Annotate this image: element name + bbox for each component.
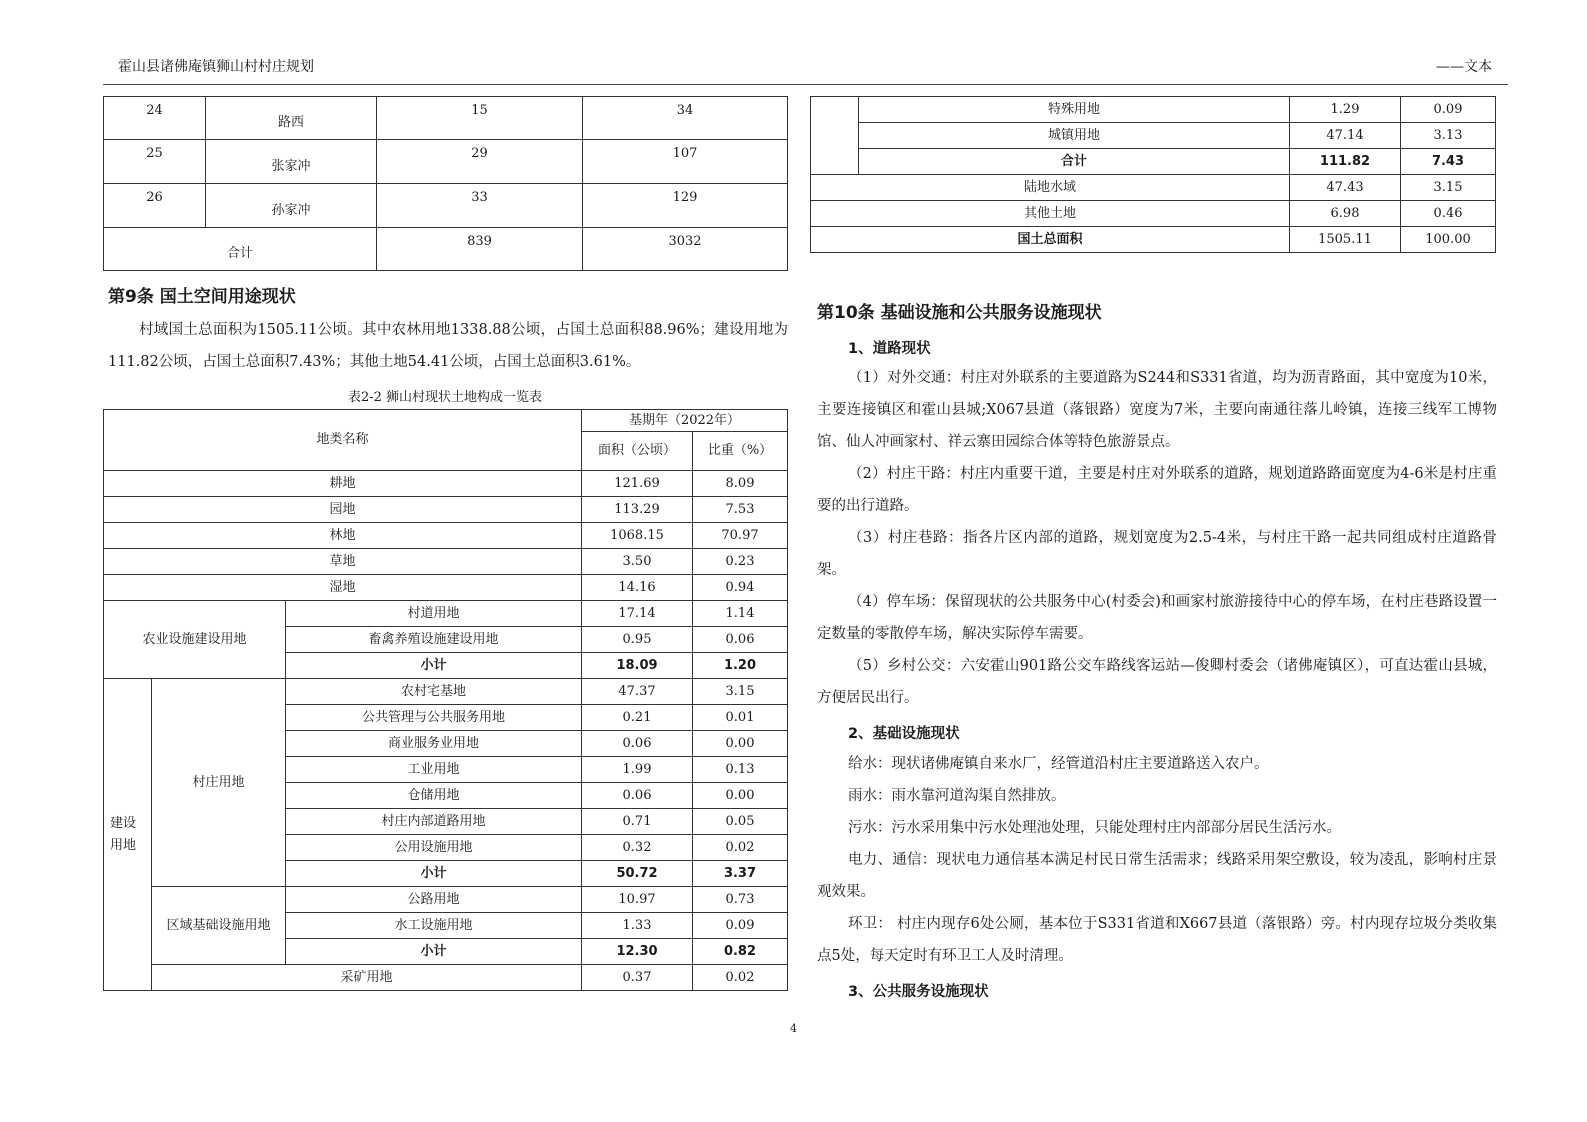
row-ratio: 70.97 (693, 523, 788, 549)
para-main-roads: （2）村庄干路：村庄内重要干道，主要是村庄对外联系的道路，规划道路路面宽度为4-6米是村庄重要的出行道路。 (817, 466, 1497, 514)
subtotal-ratio: 0.82 (693, 939, 788, 965)
head-category: 地类名称 (104, 410, 582, 471)
para-sewage: 污水：污水采用集中污水处理池处理，只能处理村庄内部部分居民生活污水。 (848, 820, 1341, 836)
row-name: 商业服务业用地 (286, 731, 582, 757)
row-ratio: 0.23 (693, 549, 788, 575)
row-name: 农村宅基地 (286, 679, 582, 705)
row-ratio: 3.15 (693, 679, 788, 705)
land-use-table-continued (810, 96, 1496, 253)
row-name: 公用设施用地 (286, 835, 582, 861)
row-area: 0.06 (582, 783, 693, 809)
table-cell: 张家冲 (206, 140, 377, 184)
row-ratio: 7.53 (693, 497, 788, 523)
para-water-supply: 给水：现状诸佛庵镇自来水厂，经管道沿村庄主要道路送入农户。 (848, 756, 1269, 772)
row-ratio: 0.06 (693, 627, 788, 653)
header-rule (103, 84, 1508, 85)
row-name: 湿地 (104, 575, 582, 601)
row-name: 工业用地 (286, 757, 582, 783)
table-cell: 34 (583, 97, 788, 140)
row-name: 采矿用地 (152, 965, 582, 991)
subheading-infrastructure: 2、基础设施现状 (848, 726, 960, 742)
subtotal-area: 18.09 (582, 653, 693, 679)
row-area: 0.71 (582, 809, 693, 835)
row-area: 113.29 (582, 497, 693, 523)
row-name: 特殊用地 (859, 97, 1290, 123)
row-ratio: 0.05 (693, 809, 788, 835)
subtotal-name: 小计 (286, 939, 582, 965)
row-name: 草地 (104, 549, 582, 575)
table-cell: 24 (104, 97, 206, 140)
table-cell: 15 (377, 97, 583, 140)
grand-total-area: 1505.11 (1290, 227, 1401, 253)
subtotal-area: 12.30 (582, 939, 693, 965)
subtotal-name: 小计 (286, 861, 582, 887)
table-cell: 129 (583, 184, 788, 228)
table-cell: 3032 (583, 228, 788, 271)
row-name: 耕地 (104, 471, 582, 497)
row-name: 陆地水域 (811, 175, 1290, 201)
group-build-label: 建设用地 (110, 815, 137, 853)
para-bus: （5）乡村公交：六安霍山901路公交车路线客运站—俊卿村委会（诸佛庵镇区），可直达霍山县城，方便居民出行。 (817, 658, 1497, 706)
row-area: 17.14 (582, 601, 693, 627)
village-population-table (103, 96, 788, 271)
para-sanitation: 环卫： 村庄内现存6处公厕，基本位于S331省道和X667县道（落银路）旁。村内现存垃圾分类收集点5处，每天定时有环卫工人及时清理。 (817, 916, 1497, 964)
head-ratio: 比重（%） (693, 432, 788, 471)
row-area: 0.32 (582, 835, 693, 861)
table-total-label: 合计 (104, 228, 377, 271)
subtotal-ratio: 3.37 (693, 861, 788, 887)
group-agri: 农业设施建设用地 (104, 601, 286, 679)
para-lanes: （3）村庄巷路：指各片区内部的道路，规划宽度为2.5-4米，与村庄干路一起共同组成村庄道路骨架。 (817, 530, 1497, 578)
row-ratio: 0.73 (693, 887, 788, 913)
group-village: 村庄用地 (152, 679, 286, 887)
row-ratio: 0.02 (693, 835, 788, 861)
para-rainwater: 雨水：雨水靠河道沟渠自然排放。 (848, 788, 1066, 804)
table-cell: 839 (377, 228, 583, 271)
table-cell: 29 (377, 140, 583, 184)
row-area: 10.97 (582, 887, 693, 913)
row-name: 村庄内部道路用地 (286, 809, 582, 835)
row-ratio: 0.00 (693, 783, 788, 809)
row-name: 畜禽养殖设施建设用地 (286, 627, 582, 653)
row-name: 其他土地 (811, 201, 1290, 227)
row-name: 公共管理与公共服务用地 (286, 705, 582, 731)
row-area: 121.69 (582, 471, 693, 497)
row-area: 47.14 (1290, 123, 1401, 149)
table-cell: 25 (104, 140, 206, 184)
row-area: 1.99 (582, 757, 693, 783)
row-name: 林地 (104, 523, 582, 549)
table-cell: 107 (583, 140, 788, 184)
row-area: 1.33 (582, 913, 693, 939)
row-area: 0.95 (582, 627, 693, 653)
table-cell: 路西 (206, 97, 377, 140)
row-name: 水工设施用地 (286, 913, 582, 939)
land-use-table (103, 409, 788, 991)
header-title: 霍山县诸佛庵镇狮山村村庄规划 (118, 59, 314, 75)
section-9-paragraph: 村域国土总面积为1505.11公顷。其中农林用地1338.88公顷，占国土总面积88.96%；建设用地为111.82公顷，占国土总面积7.43%；其他土地54.41公顷，占国土总面积3.61%。 (108, 322, 788, 370)
table-cell: 33 (377, 184, 583, 228)
header-right: ——文本 (1436, 59, 1492, 75)
row-name: 城镇用地 (859, 123, 1290, 149)
row-area: 6.98 (1290, 201, 1401, 227)
continued-group-cell (811, 97, 859, 175)
row-ratio: 0.46 (1401, 201, 1496, 227)
para-power: 电力、通信：现状电力通信基本满足村民日常生活需求；线路采用架空敷设，较为凌乱，影响村庄景观效果。 (817, 852, 1497, 900)
row-area: 47.37 (582, 679, 693, 705)
subheading-roads: 1、道路现状 (848, 341, 931, 357)
row-area: 0.37 (582, 965, 693, 991)
row-ratio: 0.09 (693, 913, 788, 939)
total-name: 合计 (859, 149, 1290, 175)
para-parking: （4）停车场：保留现状的公共服务中心(村委会)和画家村旅游接待中心的停车场，在村庄巷路设置一定数量的零散停车场，解决实际停车需要。 (817, 594, 1497, 642)
row-name: 村道用地 (286, 601, 582, 627)
table-cell: 孙家冲 (206, 184, 377, 228)
row-ratio: 0.94 (693, 575, 788, 601)
row-name: 公路用地 (286, 887, 582, 913)
row-ratio: 0.02 (693, 965, 788, 991)
table-cell: 26 (104, 184, 206, 228)
table-caption: 表2-2 狮山村现状土地构成一览表 (347, 390, 543, 405)
row-ratio: 0.01 (693, 705, 788, 731)
row-area: 3.50 (582, 549, 693, 575)
row-name: 仓储用地 (286, 783, 582, 809)
row-ratio: 0.09 (1401, 97, 1496, 123)
row-area: 47.43 (1290, 175, 1401, 201)
row-area: 1.29 (1290, 97, 1401, 123)
grand-total-name: 国土总面积 (811, 227, 1290, 253)
row-ratio: 3.13 (1401, 123, 1496, 149)
row-area: 0.21 (582, 705, 693, 731)
grand-total-ratio: 100.00 (1401, 227, 1496, 253)
subheading-public-services: 3、公共服务设施现状 (848, 984, 989, 1000)
group-build (104, 679, 152, 991)
group-region: 区域基础设施用地 (152, 887, 286, 965)
subtotal-name: 小计 (286, 653, 582, 679)
row-area: 1068.15 (582, 523, 693, 549)
row-area: 14.16 (582, 575, 693, 601)
row-ratio: 0.13 (693, 757, 788, 783)
row-area: 0.06 (582, 731, 693, 757)
total-ratio: 7.43 (1401, 149, 1496, 175)
row-ratio: 1.14 (693, 601, 788, 627)
row-ratio: 0.00 (693, 731, 788, 757)
head-base-year: 基期年（2022年） (582, 410, 788, 432)
subtotal-ratio: 1.20 (693, 653, 788, 679)
total-area: 111.82 (1290, 149, 1401, 175)
row-ratio: 8.09 (693, 471, 788, 497)
section-9-title: 第9条 国土空间用途现状 (108, 287, 296, 307)
para-external-traffic: （1）对外交通：村庄对外联系的主要道路为S244和S331省道，均为沥青路面，其中宽度为10米，主要连接镇区和霍山县城;X067县道（落银路）宽度为7米，主要向南通往落儿岭镇，连接三线军工博物馆、仙人冲画家村、祥云寨田园综合体等特色旅游景点。 (817, 370, 1497, 450)
subtotal-area: 50.72 (582, 861, 693, 887)
page-number: 4 (790, 1022, 797, 1035)
head-area: 面积（公顷） (582, 432, 693, 471)
section-10-title: 第10条 基础设施和公共服务设施现状 (817, 303, 1102, 323)
row-name: 园地 (104, 497, 582, 523)
row-ratio: 3.15 (1401, 175, 1496, 201)
